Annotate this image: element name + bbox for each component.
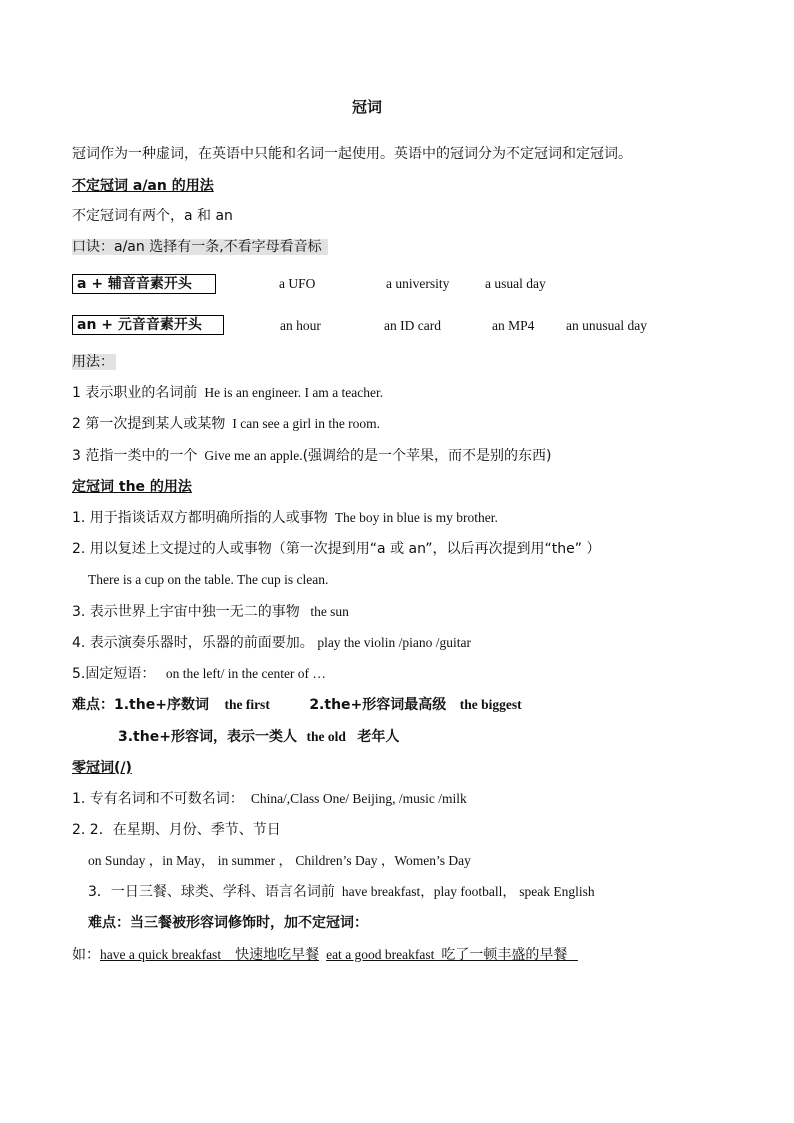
mnemonic-line: [72, 237, 328, 257]
definite-item: 1. 用于指谈话双方都明确所指的人或事物 The boy in blue is my brother.: [72, 510, 498, 526]
an-example: an ID card: [384, 318, 441, 333]
zero-difficulty: 难点：当三餐被形容词修饰时，加不定冠词：: [88, 915, 368, 931]
usage-item: 2 第一次提到某人或某物 I can see a girl in the room.: [72, 416, 381, 432]
indefinite-article-heading: 不定冠词 a/an 的用法: [72, 178, 214, 194]
intro-paragraph: 冠词作为一种虚词，在英语中只能和名词一起使用。英语中的冠词分为不定冠词和定冠词。: [72, 146, 632, 162]
a-example: a university: [386, 276, 450, 291]
definite-item: 5.固定短语： on the left/ in the center of …: [72, 666, 326, 682]
zero-item: 1. 专有名词和不可数名词： China/,Class One/ Beijing, /music /milk: [72, 791, 467, 807]
usage-item: 3 范指一类中的一个 Give me an apple.(强调给的是一个苹果，而不是别的东西): [72, 448, 552, 464]
an-example: an unusual day: [566, 318, 647, 333]
usage-label: 用法：: [72, 354, 114, 370]
difficulty-line-1: 难点：1.the+序数词 the first 2.the+形容词最高级 the biggest: [72, 697, 522, 713]
zero-item-example: on Sunday ，in May， in summer ， Children’s Day ，Women’s Day: [88, 853, 471, 868]
indefinite-count-line: 不定冠词有两个，a 和 an: [72, 208, 233, 224]
page-title: 冠词: [352, 98, 383, 116]
definite-item: 4. 表示演奏乐器时，乐器的前面要加。 play the violin /piano /guitar: [72, 635, 472, 651]
definite-article-heading: 定冠词 the 的用法: [72, 479, 192, 495]
an-example: an MP4: [492, 318, 535, 333]
definite-item-example: There is a cup on the table. The cup is clean.: [88, 572, 329, 587]
a-example: a UFO: [279, 276, 316, 291]
usage-item: 1 表示职业的名词前 He is an engineer. I am a teacher.: [72, 385, 384, 401]
a-example: a usual day: [485, 276, 546, 291]
zero-item: 3．一日三餐、球类、学科、语言名词前 have breakfast，play football， speak English: [88, 884, 595, 900]
zero-item: 2. 2．在星期、月份、季节、节日: [72, 822, 281, 838]
an-example: an hour: [280, 318, 321, 333]
mnemonic-text: 口诀：a/an 选择有一条,不看字母看音标: [72, 239, 328, 255]
a-rule-box: a + 辅音音素开头: [72, 274, 216, 294]
an-rule-box: an + 元音音素开头: [72, 315, 224, 335]
definite-item: 3. 表示世界上宇宙中独一无二的事物 the sun: [72, 604, 349, 620]
definite-item: 2. 用以复述上文提过的人或事物（第一次提到用“a 或 an”，以后再次提到用“the” ）: [72, 541, 601, 557]
zero-article-heading: 零冠词(/): [72, 760, 132, 776]
zero-example-line: 如：have a quick breakfast 快速地吃早餐 eat a good breakfast 吃了一顿丰盛的早餐: [72, 947, 568, 963]
difficulty-line-2: 3.the+形容词，表示一类人 the old 老年人: [118, 729, 400, 745]
